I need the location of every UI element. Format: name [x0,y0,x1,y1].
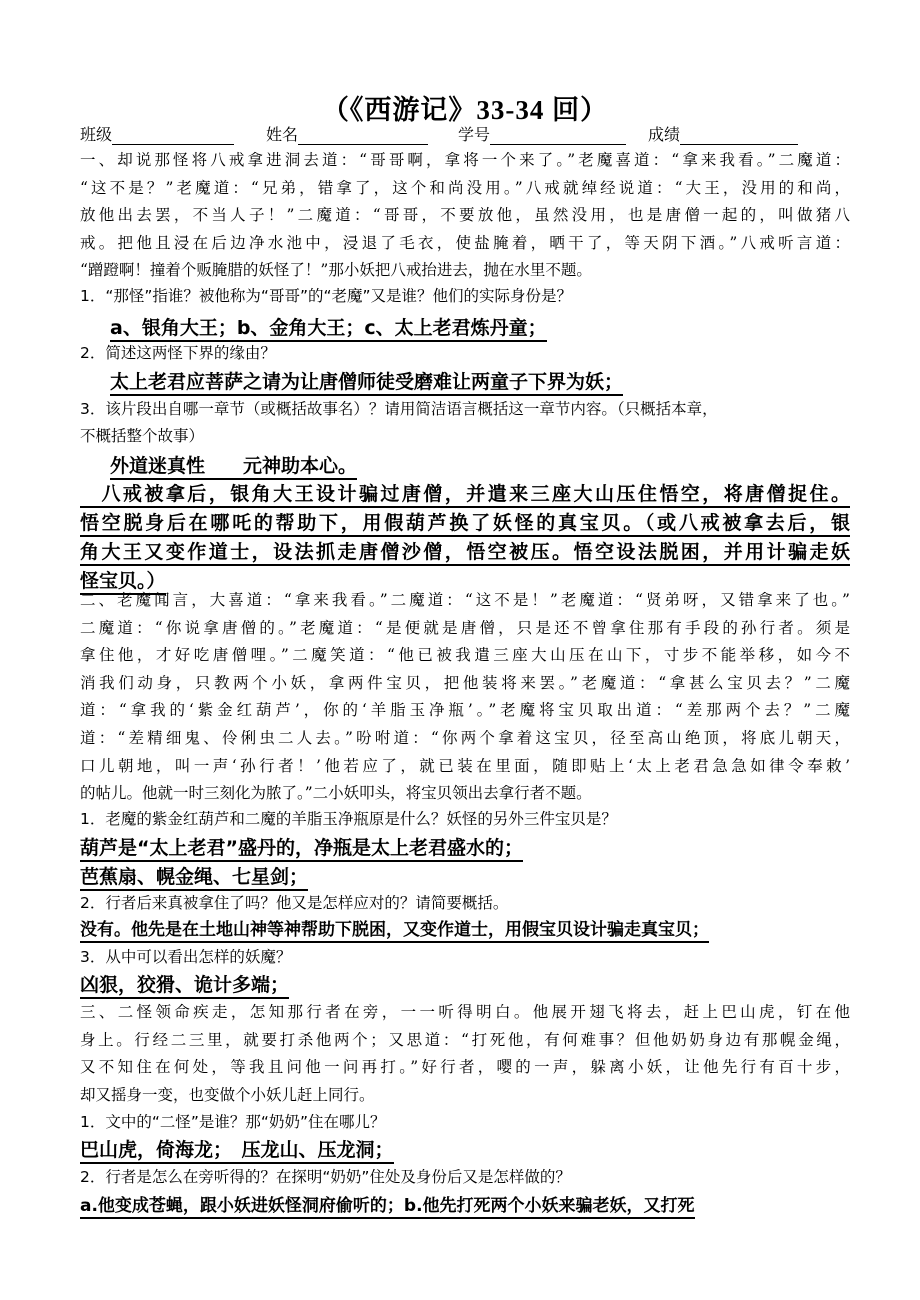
answer: 凶狠，狡猾、诡计多端； [80,974,289,999]
question: 1．“那怪”指谁？被他称为“哥哥”的“老魔”又是谁？他们的实际身份是？ [80,287,573,305]
section-1-a1 [110,314,850,343]
section-1-a3-summary [80,480,850,596]
passage-line: “这不是？”老魔道：“兄弟，错拿了，这个和尚没用。”八戒就绰经说道：“大王，没用的和尚， [80,178,850,197]
passage-line: 身上。行经二三里，就要打杀他两个；又思道：“打死他，有何难事？但他奶奶身边有那幌金绳， [80,1030,850,1049]
class-blank [112,128,234,145]
class-label: 班级 [80,125,113,144]
passage-line: 口儿朝地，叫一声‘孙行者！’他若应了，就已装在里面，随即贴上‘太上老君急急如律令奉敕’ [80,756,850,775]
answer: 太上老君应菩萨之请为让唐僧师徒受磨难让两童子下界为妖； [110,371,623,396]
passage-line: 一、却说那怪将八戒拿进洞去道：“哥哥啊，拿将一个来了。”老魔喜道：“拿来我看。”二魔道： [80,151,850,169]
score-label: 成绩 [648,125,681,144]
answer: 葫芦是“太上老君”盛丹的，净瓶是太上老君盛水的； [80,837,523,862]
section-1-a3-title [110,452,850,481]
section-2-passage [80,587,850,808]
answer: 巴山虎，倚海龙； 压龙山、压龙洞； [80,1139,394,1164]
answer: 芭蕉扇、幌金绳、七星剑； [80,866,308,891]
passage-line: 二魔道：“你说拿唐僧的。”老魔道：“是便就是唐僧，只是还不曾拿住那有手段的孙行者。须是 [80,618,850,637]
passage-line: 放他出去罢，不当人子！”二魔道：“哥哥，不要放他，虽然没用，也是唐僧一起的，叫做猪八 [80,206,850,225]
section-1-q2 [80,340,850,367]
passage-line: 拿住他，才好吃唐僧哩。”二魔笑道：“他已被我遣三座大山压在山下，寸步不能举移，如今不 [80,646,850,665]
section-2-a2 [80,916,850,945]
answer: 没有。他先是在土地山神等神帮助下脱困，又变作道士，用假宝贝设计骗走真宝贝； [80,920,709,943]
question: 不概括整个故事） [80,427,205,445]
answer-line: 八戒被拿后，银角大王设计骗过唐僧，并遣来三座大山压住悟空，将唐僧捉住。 [80,483,850,508]
section-2-q3 [80,944,850,971]
passage-line: 却又摇身一变，也变做个小妖儿赶上同行。 [80,1085,375,1104]
passage-line: 道：“差精细鬼、伶俐虫二人去。”吩咐道：“你两个拿着这宝贝，径至高山绝顶，将底儿朝天， [80,728,850,747]
section-3-a2 [80,1192,850,1221]
question: 3．该片段出自哪一章节（或概括故事名）？请用简洁语言概括这一章节内容。（只概括本章， [80,400,718,418]
answer-line: 角大王又变作道士，设法抓走唐僧沙僧，悟空被压。悟空设法脱困，并用计骗走妖 [80,541,850,566]
section-1-q1 [80,283,850,310]
name-blank [298,128,428,145]
score-blank [680,128,798,145]
section-3-q2 [80,1164,850,1191]
passage-line: 道：“拿我的‘紫金红葫芦’，你的‘羊脂玉净瓶’。”老魔将宝贝取出道：“差那两个去？”二魔 [80,701,850,720]
passage-line: 二、老魔闻言，大喜道：“拿来我看。”二魔道：“这不是！”老魔道：“贤弟呀，又错拿来了也。” [80,591,850,609]
name-label: 姓名 [266,125,299,144]
section-2-a3 [80,971,850,1000]
passage-line: 的帖儿。他就一时三刻化为脓了。”二小妖叩头，将宝贝领出去拿行者不题。 [80,784,592,803]
section-2-a1 [80,834,850,892]
question: 2．简述这两怪下界的缘由？ [80,344,276,362]
section-1-passage [80,147,850,285]
question: 2．行者是怎么在旁听得的？在探明“奶奶”住处及身份后又是怎样做的？ [80,1168,571,1186]
section-3-q1 [80,1109,850,1136]
page-title: （《西游记》33-34 回） [321,95,609,125]
section-3-a1 [80,1136,850,1165]
answer: a、银角大王；b、金角大王；c、太上老君炼丹童； [110,317,547,342]
section-2-q1 [80,806,850,833]
answer: a.他变成苍蝇，跟小妖进妖怪洞府偷听的；b.他先打死两个小妖来骗老妖，又打死 [80,1196,695,1219]
question: 2．行者后来真被拿住了吗？他又是怎样应对的？请简要概括。 [80,894,509,912]
id-label: 学号 [458,125,491,144]
answer: 外道迷真性 元神助本心。 [110,455,357,480]
question: 1．文中的“二怪”是谁？那“奶奶”住在哪儿？ [80,1113,386,1131]
question: 1．老魔的紫金红葫芦和二魔的羊脂玉净瓶原是什么？妖怪的另外三件宝贝是？ [80,810,617,828]
section-3-passage [80,999,850,1109]
passage-line: 消我们动身，只教两个小妖，拿两件宝贝，把他装将来罢。”老魔道：“拿甚么宝贝去？”二魔 [80,673,850,692]
passage-line: 三、二怪领命疾走，怎知那行者在旁，一一听得明白。他展开翅飞将去，赶上巴山虎，钉在他 [80,1003,850,1021]
section-1-a2 [110,368,850,397]
passage-line: 戒。把他且浸在后边净水池中，浸退了毛衣，使盐腌着，晒干了，等天阴下酒。”八戒听言道： [80,233,850,252]
student-info-row [80,122,850,145]
question: 3．从中可以看出怎样的妖魔？ [80,948,292,966]
passage-line: “蹭蹬啊！撞着个贩腌腊的妖怪了！”那小妖把八戒抬进去，抛在水里不题。 [80,261,592,280]
answer-line: 悟空脱身后在哪吒的帮助下，用假葫芦换了妖怪的真宝贝。（或八戒被拿去后，银 [80,512,850,537]
id-blank [490,128,626,145]
section-1-q3 [80,396,850,450]
passage-line: 又不知住在何处，等我且问他一问再打。”好行者，嘤的一声，躲离小妖，让他先行有百十步， [80,1058,850,1077]
section-2-q2 [80,890,850,917]
answer-line: 怪宝贝。） [80,570,166,595]
